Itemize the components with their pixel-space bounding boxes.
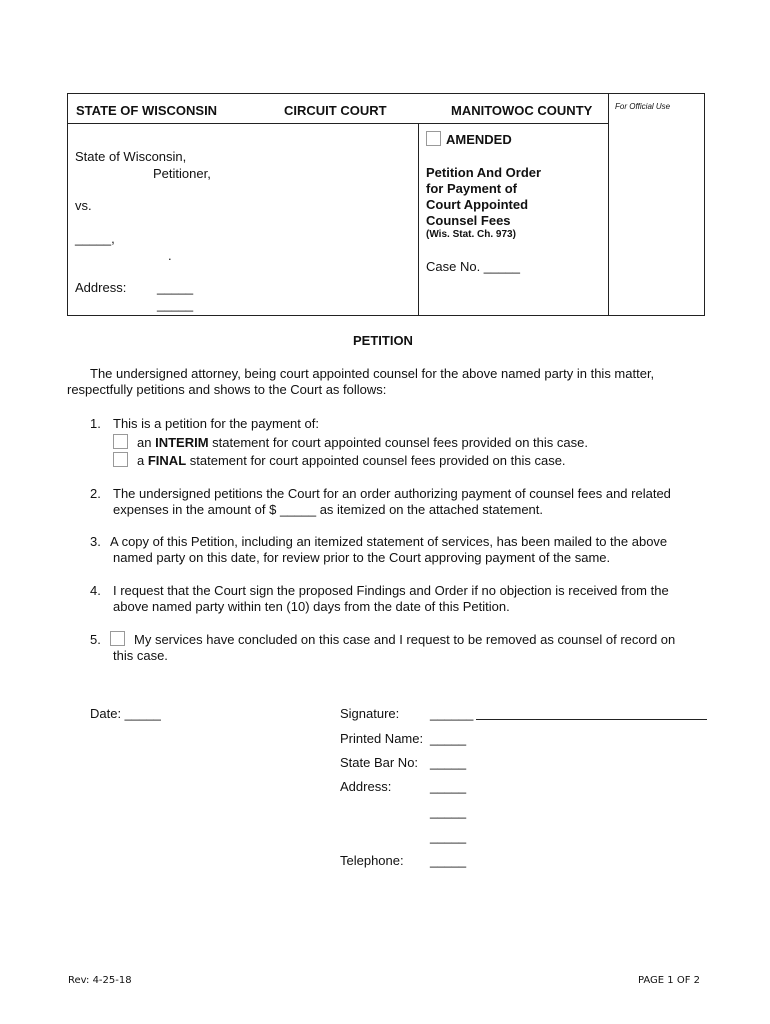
amended-checkbox[interactable] [426, 131, 441, 146]
item1-text: This is a petition for the payment of: [113, 416, 319, 431]
petitioner-name: State of Wisconsin, [75, 149, 187, 164]
petition-heading: PETITION [353, 333, 413, 348]
caption-address-label: Address: [75, 280, 127, 295]
item4-line2: above named party within ten (10) days from the date of this Petition. [113, 599, 510, 614]
court-label: CIRCUIT COURT [284, 103, 387, 118]
telephone-blank[interactable]: _____ [430, 853, 467, 868]
form-title-line3: Court Appointed [426, 197, 529, 212]
final-checkbox[interactable] [113, 452, 128, 467]
caption-column-divider [418, 123, 419, 316]
revision-label: Rev: 4-25-18 [68, 975, 132, 986]
item3-line2: named party on this date, for review prior to the Court approving payment of the same. [113, 550, 611, 565]
signature-label: Signature: [340, 706, 400, 721]
final-keyword: FINAL [147, 453, 187, 468]
interim-keyword: INTERIM [155, 435, 209, 450]
respondent-name[interactable]: _____, [75, 231, 115, 246]
header-divider [67, 123, 608, 124]
item5-number: 5. [90, 632, 101, 647]
final-option [137, 453, 566, 468]
official-use-divider [608, 93, 609, 316]
caption-address-line1[interactable]: _____ [157, 280, 194, 295]
item2-line1: The undersigned petitions the Court for an order authorizing payment of counsel fees and related [113, 486, 671, 501]
signature-blank[interactable]: ______ [430, 706, 474, 721]
printed-name-label: Printed Name: [340, 731, 424, 746]
form-title-line1: Petition And Order [426, 165, 542, 180]
bar-number-blank[interactable]: _____ [430, 755, 467, 770]
withdraw-checkbox[interactable] [110, 631, 125, 646]
state-label: STATE OF WISCONSIN [76, 103, 218, 118]
interim-checkbox[interactable] [113, 434, 128, 449]
caption-address-line2[interactable]: _____ [157, 297, 194, 312]
item5-line1: My services have concluded on this case and I request to be removed as counsel of record on [134, 632, 676, 647]
item2-line2: expenses in the amount of $ _____ as itemized on the attached statement. [113, 502, 544, 517]
interim-post: statement for court appointed counsel fees provided on this case. [212, 435, 588, 450]
item5-line2: this case. [113, 648, 168, 663]
signature-address-blank3[interactable]: _____ [430, 829, 467, 844]
signature-address-blank1[interactable]: _____ [430, 779, 467, 794]
bar-number-label: State Bar No: [340, 755, 419, 770]
form-title-line2: for Payment of [426, 181, 518, 196]
case-number[interactable]: Case No. _____ [426, 259, 520, 274]
signature-line[interactable] [476, 719, 707, 720]
item2-number: 2. [90, 486, 101, 501]
statute-reference: (Wis. Stat. Ch. 973) [426, 229, 516, 240]
telephone-label: Telephone: [340, 853, 404, 868]
petitioner-role: Petitioner, [153, 166, 211, 181]
signature-address-blank2[interactable]: _____ [430, 804, 467, 819]
amended-label: AMENDED [446, 132, 512, 147]
final-post: statement for court appointed counsel fees provided on this case. [189, 453, 566, 468]
interim-option [137, 435, 588, 450]
item1-number: 1. [90, 416, 101, 431]
printed-name-blank[interactable]: _____ [430, 731, 467, 746]
respondent-period: . [168, 248, 172, 263]
signature-address-label: Address: [340, 779, 392, 794]
intro-line2: respectfully petitions and shows to the Court as follows: [67, 382, 387, 397]
page-number: PAGE 1 OF 2 [638, 975, 701, 986]
interim-pre: an [137, 435, 152, 450]
final-pre: a [137, 453, 145, 468]
item4-line1: I request that the Court sign the proposed Findings and Order if no objection is received from the [113, 583, 669, 598]
item3-number: 3. [90, 534, 101, 549]
intro-line1: The undersigned attorney, being court appointed counsel for the above named party in this matter, [90, 366, 655, 381]
county-label: MANITOWOC COUNTY [451, 103, 593, 118]
form-title-line4: Counsel Fees [426, 213, 511, 228]
item3-line1: A copy of this Petition, including an itemized statement of services, has been mailed to the above [110, 534, 668, 549]
item4-number: 4. [90, 583, 101, 598]
official-use-label: For Official Use [615, 102, 671, 111]
versus-label: vs. [75, 198, 92, 213]
date-field[interactable]: Date: _____ [90, 706, 161, 721]
